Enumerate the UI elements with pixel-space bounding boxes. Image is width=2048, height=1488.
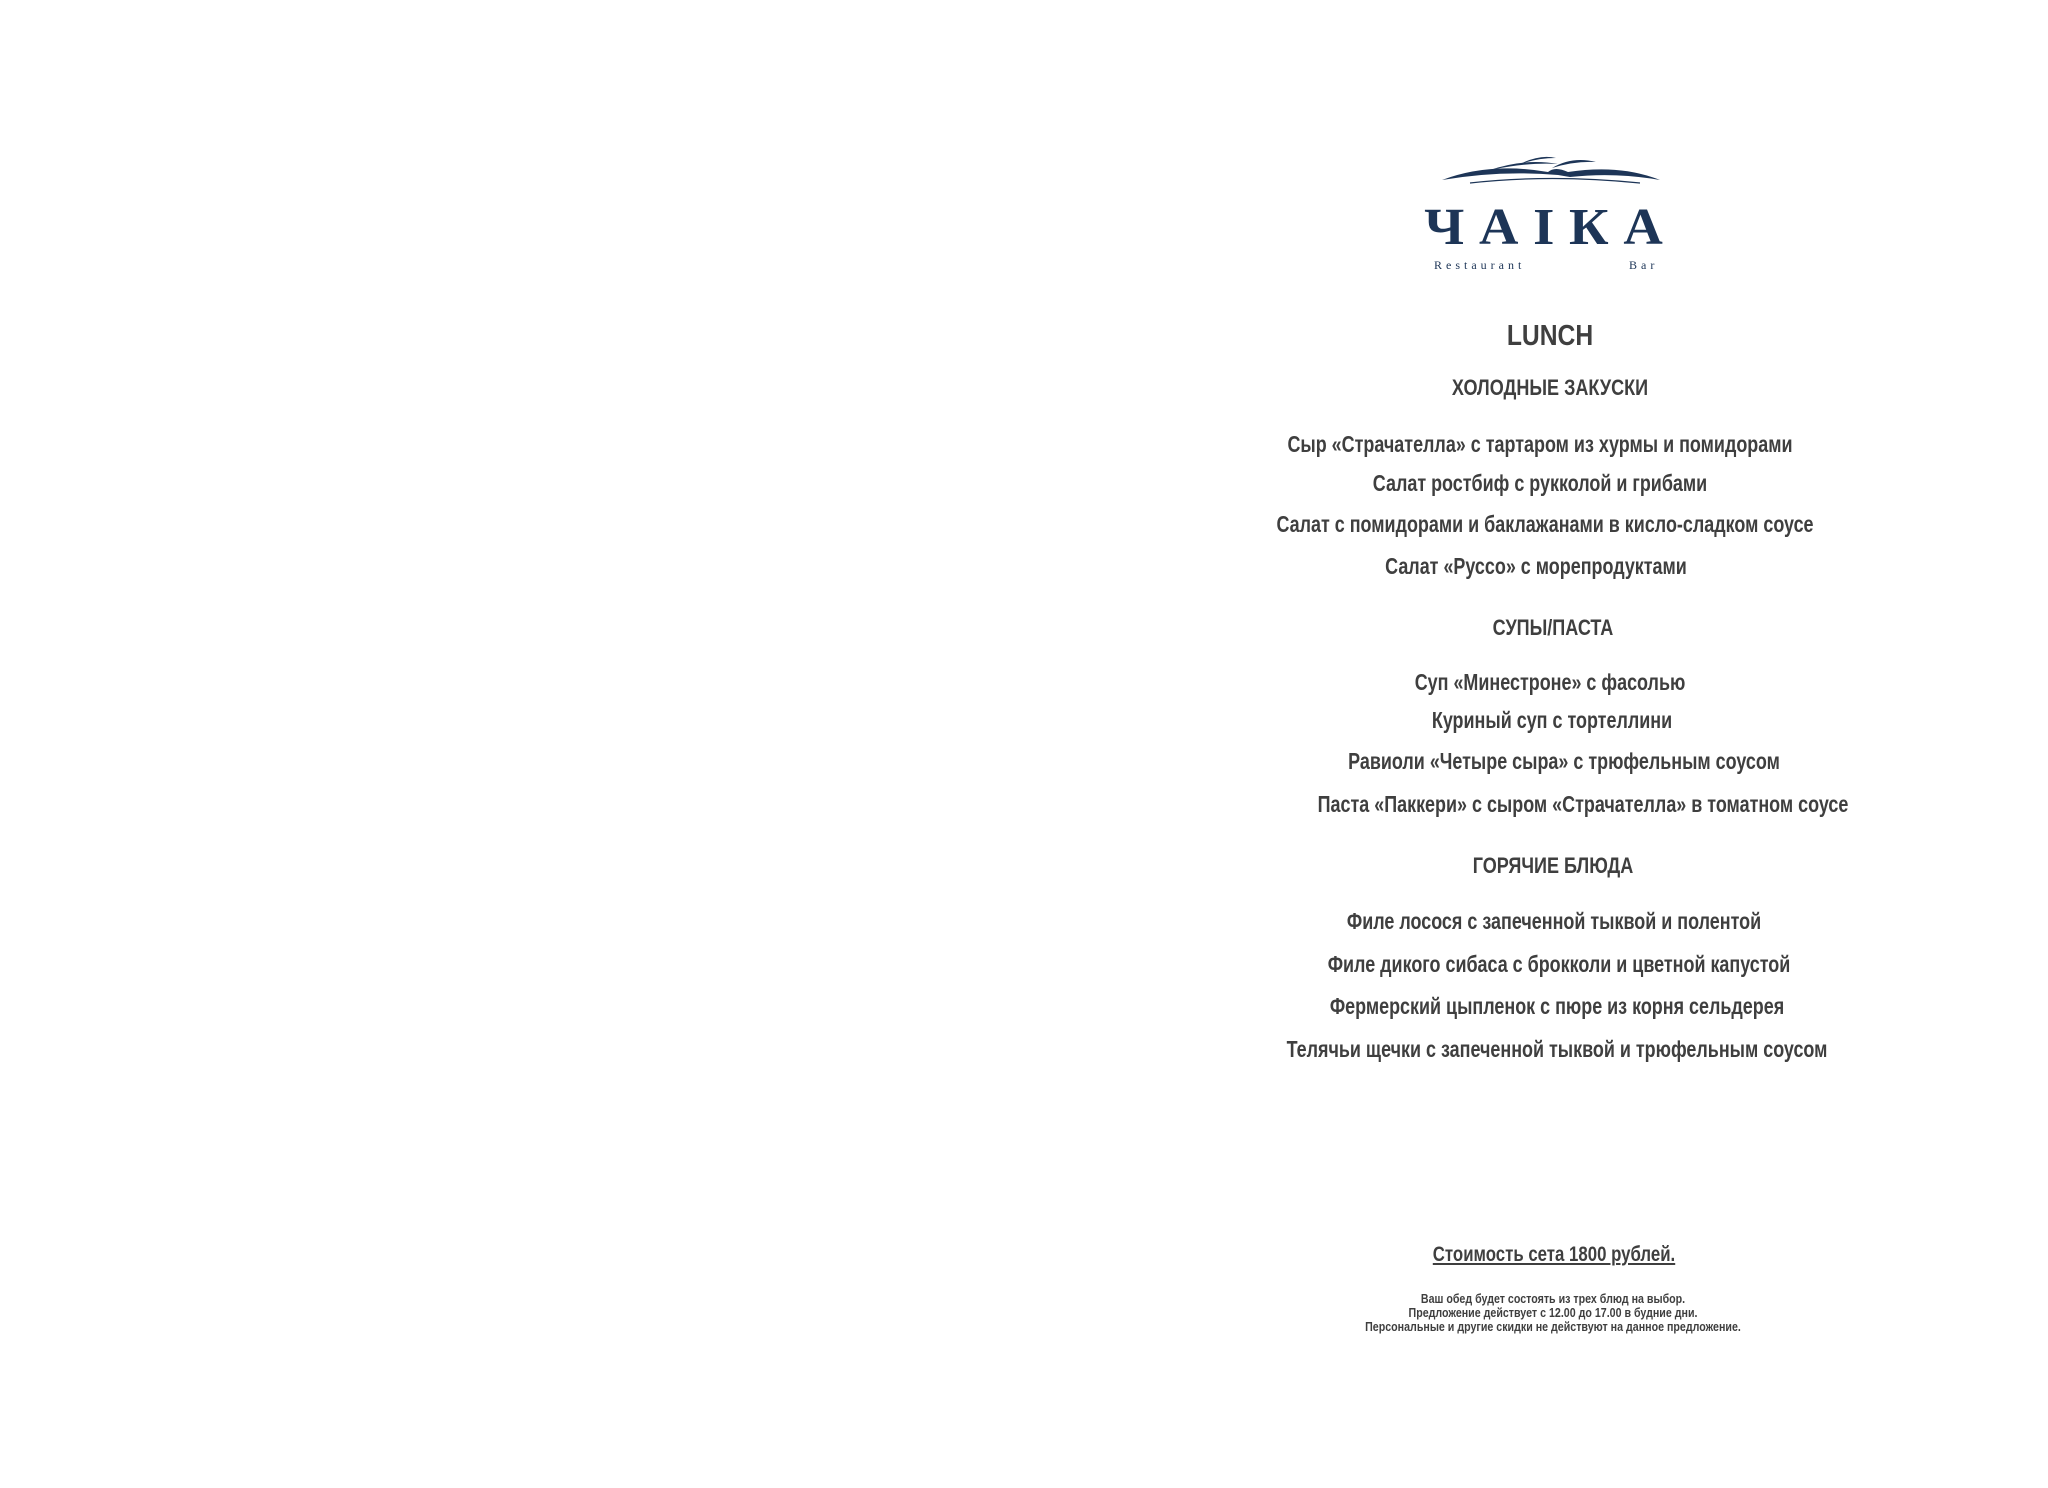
- set-price: Стоимость сета 1800 рублей.: [1432, 1243, 1676, 1266]
- seagull-icon: [1430, 150, 1670, 200]
- menu-item: Суп «Минестроне» с фасолью: [1414, 669, 1686, 695]
- menu-item: Филе дикого сибаса с брокколи и цветной капустой: [1327, 951, 1791, 977]
- menu-item: Паста «Паккери» с сыром «Страчателла» в томатном соусе: [1317, 791, 1849, 817]
- menu-item: Равиоли «Четыре сыра» с трюфельным соусом: [1348, 748, 1780, 774]
- note-line: Персональные и другие скидки не действуют на данное предложение.: [1365, 1319, 1741, 1334]
- logo-wordmark: ЧАIКА: [1424, 199, 1678, 256]
- menu-item: Куриный суп с тортеллини: [1431, 707, 1673, 733]
- menu-item: Сыр «Страчателла» с тартаром из хурмы и помидорами: [1287, 431, 1793, 457]
- restaurant-logo: [1424, 150, 1678, 280]
- menu-item: Телячьи щечки с запеченной тыквой и трюфельным соусом: [1286, 1036, 1828, 1062]
- note-line: Предложение действует с 12.00 до 17.00 в будние дни.: [1408, 1305, 1698, 1320]
- menu-item: Салат «Руссо» с морепродуктами: [1385, 553, 1687, 579]
- section-heading-cold: ХОЛОДНЫЕ ЗАКУСКИ: [1451, 375, 1649, 400]
- menu-item: Салат с помидорами и баклажанами в кисло-сладком соусе: [1276, 511, 1814, 537]
- logo-subtitle-bar: Bar: [1629, 258, 1659, 272]
- menu-item: Филе лосося с запеченной тыквой и полентой: [1346, 908, 1762, 934]
- logo-subtitle-restaurant: Restaurant: [1434, 258, 1526, 272]
- menu-title: LUNCH: [1506, 320, 1594, 352]
- section-heading-soups: СУПЫ/ПАСТА: [1492, 615, 1614, 640]
- menu-item: Фермерский цыпленок с пюре из корня сельдерея: [1329, 993, 1785, 1019]
- menu-item: Салат ростбиф с рукколой и грибами: [1372, 470, 1708, 496]
- menu-page: [1240, 150, 1860, 1380]
- section-heading-hot: ГОРЯЧИЕ БЛЮДА: [1472, 853, 1634, 878]
- note-line: Ваш обед будет состоять из трех блюд на выбор.: [1420, 1291, 1686, 1306]
